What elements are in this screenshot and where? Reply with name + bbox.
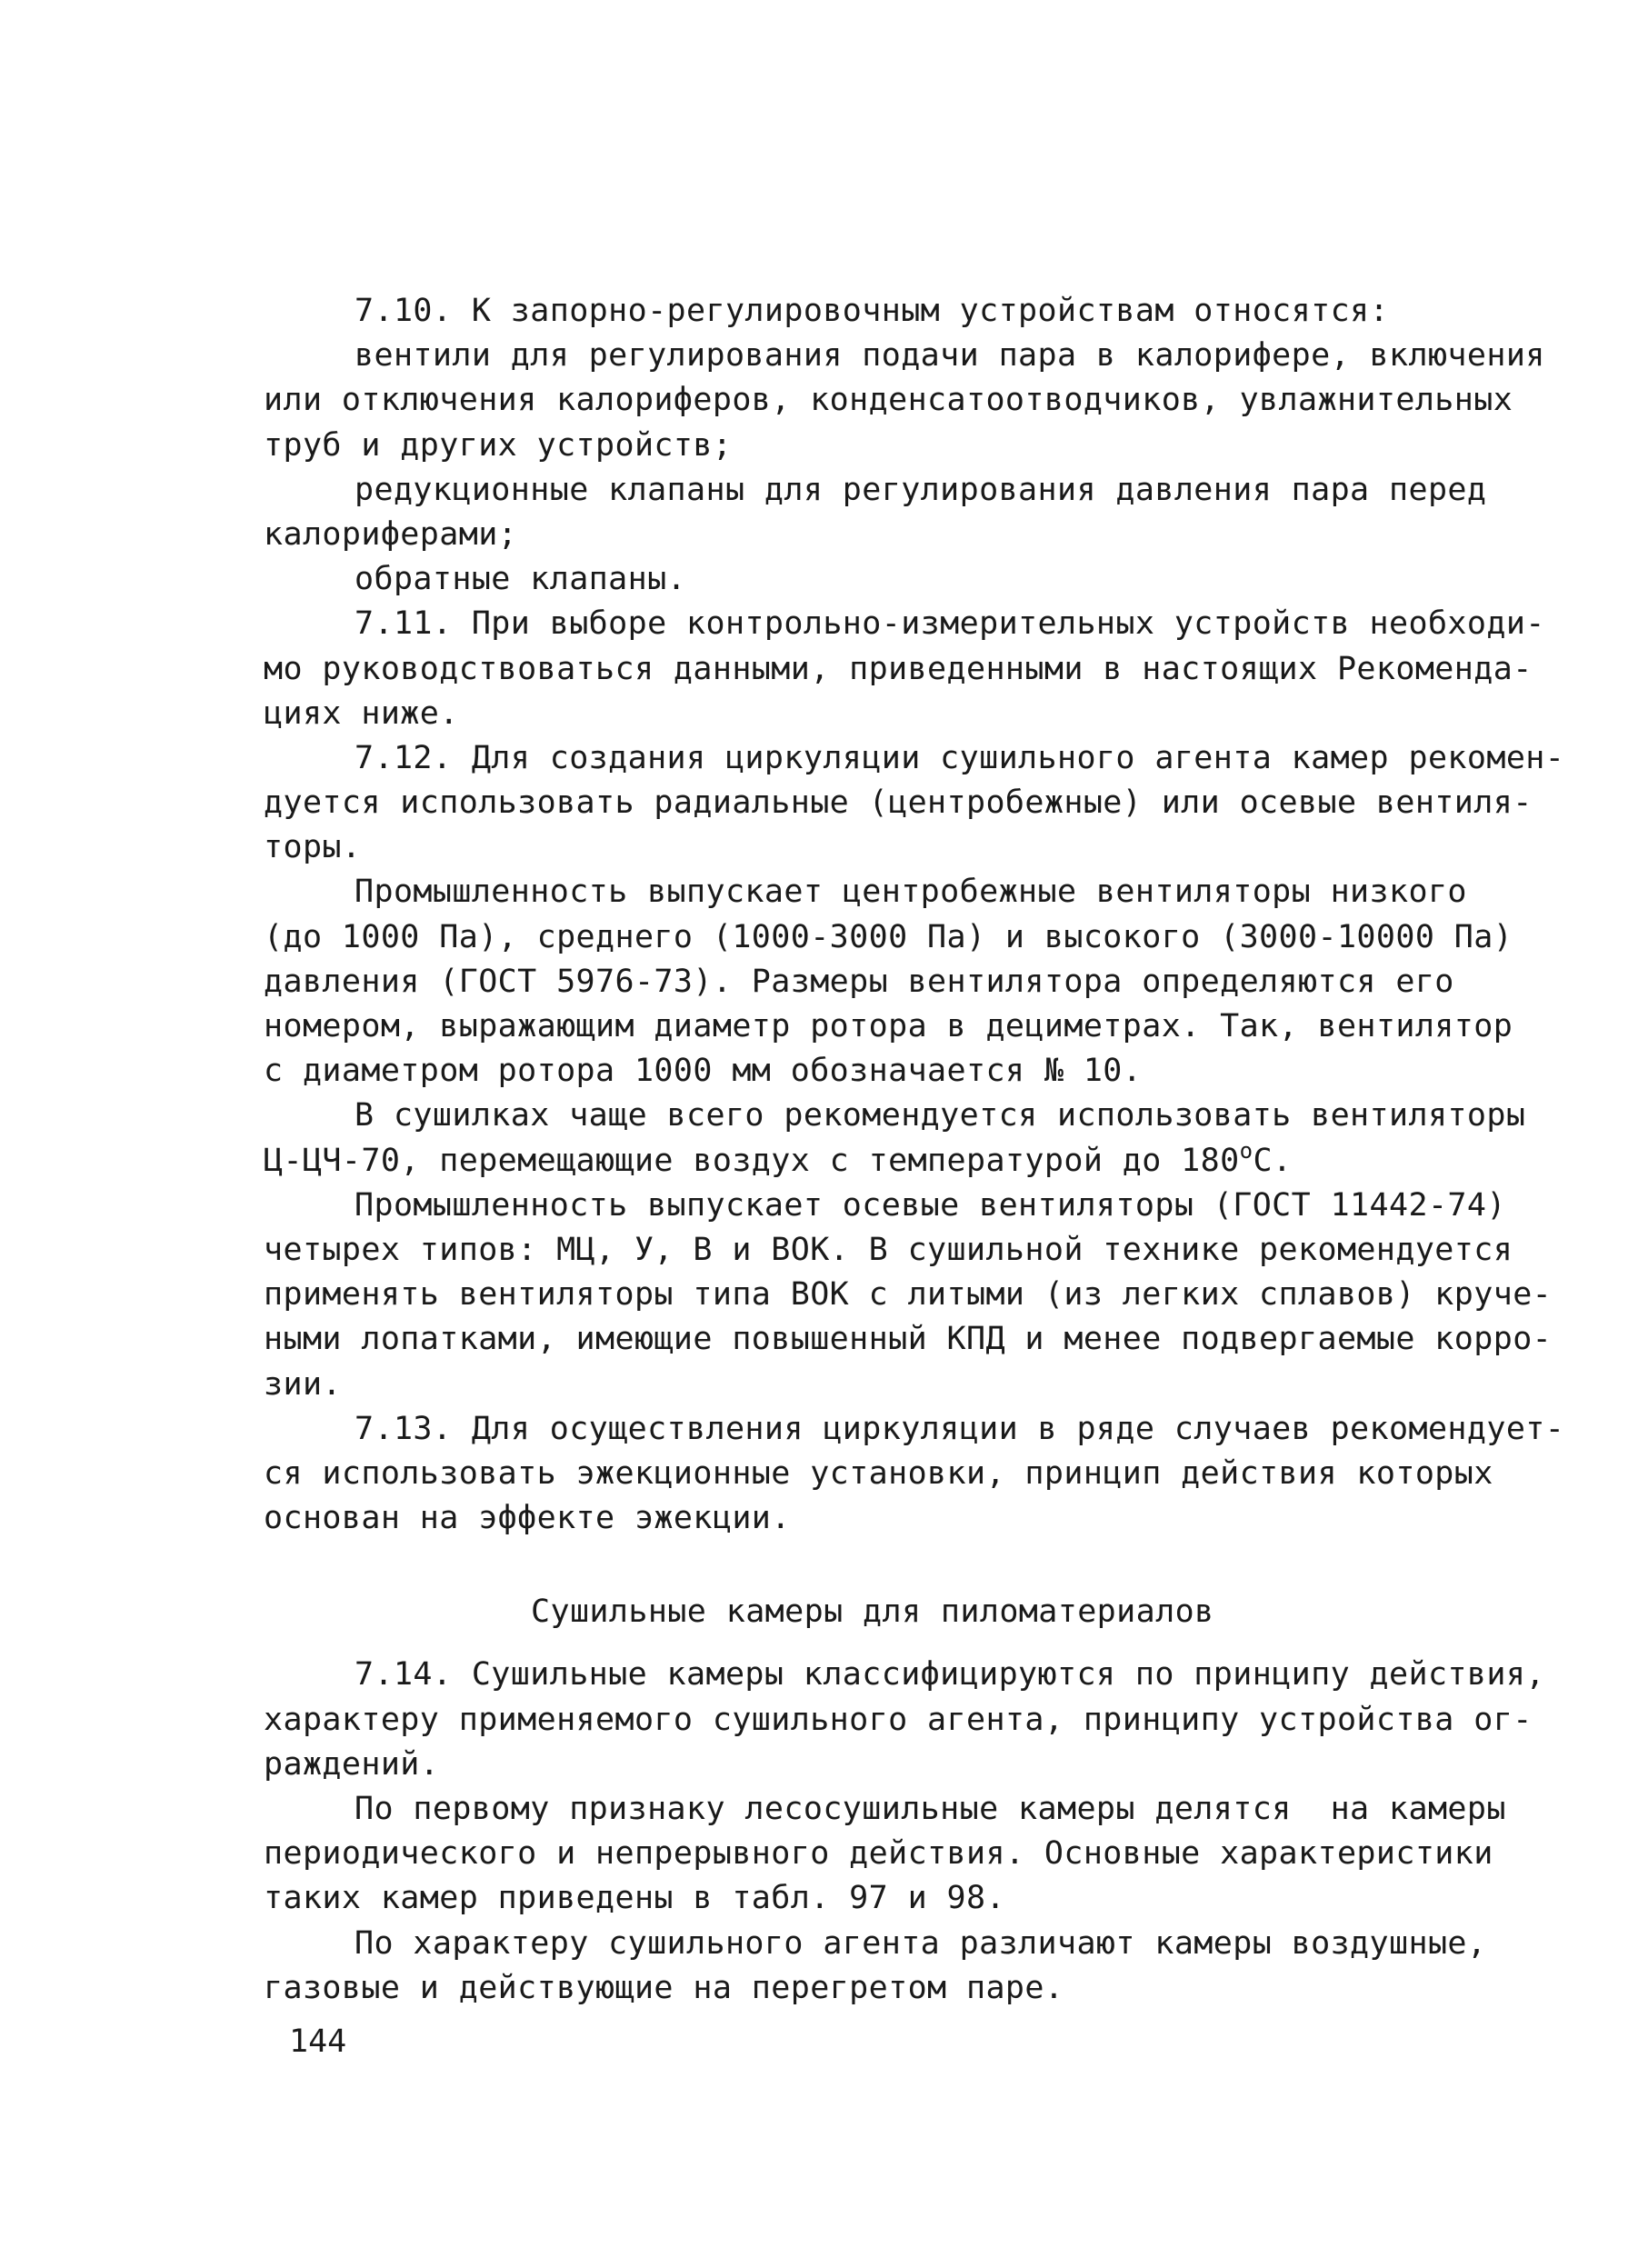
paragraph-first-sign-line: По первому признаку лесосушильные камеры делятся на камеры — [355, 1791, 1506, 1827]
page-number: 144 — [289, 2023, 347, 2060]
paragraph-7-12-line: 7.12. Для создания циркуляции сушильного агента камер рекомен- — [355, 739, 1565, 776]
paragraph-dryers-line — [264, 1139, 1500, 1184]
paragraph-radial-line: (до 1000 Па), среднего (1000-3000 Па) и высокого (3000-10000 Па) — [264, 918, 1513, 955]
degree-superscript: о — [1239, 1137, 1253, 1164]
paragraph-agent-line: газовые и действующие на перегретом паре. — [264, 1969, 1064, 2006]
paragraph-radial-line: Промышленность выпускает центробежные вентиляторы низкого — [355, 874, 1467, 911]
paragraph-radial-line: номером, выражающим диаметр ротора в дециметрах. Так, вентилятор — [264, 1008, 1513, 1044]
paragraph-7-13-line: 7.13. Для осуществления циркуляции в ряде случаев рекомендует- — [355, 1410, 1565, 1447]
paragraph-7-10-line: калориферами; — [264, 515, 518, 553]
paragraph-dryers-line: В сушилках чаще всего рекомендуется использовать вентиляторы — [355, 1097, 1526, 1134]
document-body — [264, 289, 1565, 2011]
paragraph-7-11-line: мо руководствоваться данными, приведенными в настоящих Рекоменда- — [264, 650, 1533, 687]
paragraph-7-12-line: торы. — [264, 829, 362, 866]
paragraph-7-14-line: раждений. — [264, 1745, 440, 1783]
paragraph-axial-line: зии. — [264, 1365, 342, 1403]
paragraph-first-sign-line: таких камер приведены в табл. 97 и 98. — [264, 1880, 1005, 1917]
section-spacer — [264, 1541, 1500, 1590]
paragraph-7-13-line: основан на эффекте эжекции. — [264, 1500, 791, 1537]
section-spacer — [264, 1634, 1500, 1653]
section-heading: Сушильные камеры для пиломатериалов — [531, 1594, 1214, 1631]
paragraph-7-10-line: вентили для регулирования подачи пара в калорифере, включения — [355, 337, 1545, 375]
paragraph-7-10-line: труб и других устройств; — [264, 426, 733, 464]
paragraph-axial-line: применять вентиляторы типа ВОК с литыми (из легких сплавов) круче- — [264, 1276, 1553, 1314]
paragraph-7-10-line: 7.10. К запорно-регулировочным устройствам относятся: — [355, 293, 1390, 329]
paragraph-7-14-line: 7.14. Сушильные камеры классифицируются по принципу действия, — [355, 1656, 1545, 1694]
paragraph-axial-line: Промышленность выпускает осевые вентиляторы (ГОСТ 11442-74) — [355, 1186, 1506, 1224]
paragraph-radial-line: с диаметром ротора 1000 мм обозначается № 10. — [264, 1053, 1143, 1090]
paragraph-7-11-line: 7.11. При выборе контрольно-измерительных устройств необходи- — [355, 605, 1545, 643]
paragraph-7-11-line: циях ниже. — [264, 694, 459, 732]
paragraph-first-sign-line: периодического и непрерывного действия. Основные характеристики — [264, 1835, 1493, 1873]
paragraph-7-10-line: обратные клапаны. — [355, 561, 687, 598]
paragraph-7-12-line: дуется использовать радиальные (центробежные) или осевые вентиля- — [264, 784, 1533, 822]
paragraph-7-10-line: редукционные клапаны для регулирования давления пара перед — [355, 471, 1487, 508]
paragraph-7-10-line: или отключения калориферов, конденсатоотводчиков, увлажнительных — [264, 382, 1513, 419]
paragraph-axial-line: ными лопатками, имеющие повышенный КПД и менее подвергаемые корро- — [264, 1321, 1553, 1358]
paragraph-7-14-line: характеру применяемого сушильного агента, принципу устройства ог- — [264, 1701, 1533, 1738]
paragraph-agent-line: По характеру сушильного агента различают камеры воздушные, — [355, 1924, 1487, 1962]
paragraph-axial-line: четырех типов: МЦ, У, В и ВОК. В сушильной технике рекомендуется — [264, 1231, 1513, 1268]
paragraph-radial-line: давления (ГОСТ 5976-73). Размеры вентилятора определяются его — [264, 963, 1454, 1000]
dryers-line-text: Ц-ЦЧ-70, перемещающие воздух с температурой до 180 — [264, 1142, 1240, 1179]
paragraph-7-13-line: ся использовать эжекционные установки, принцип действия которых — [264, 1454, 1493, 1492]
dryers-line-unit: С. — [1253, 1142, 1293, 1179]
